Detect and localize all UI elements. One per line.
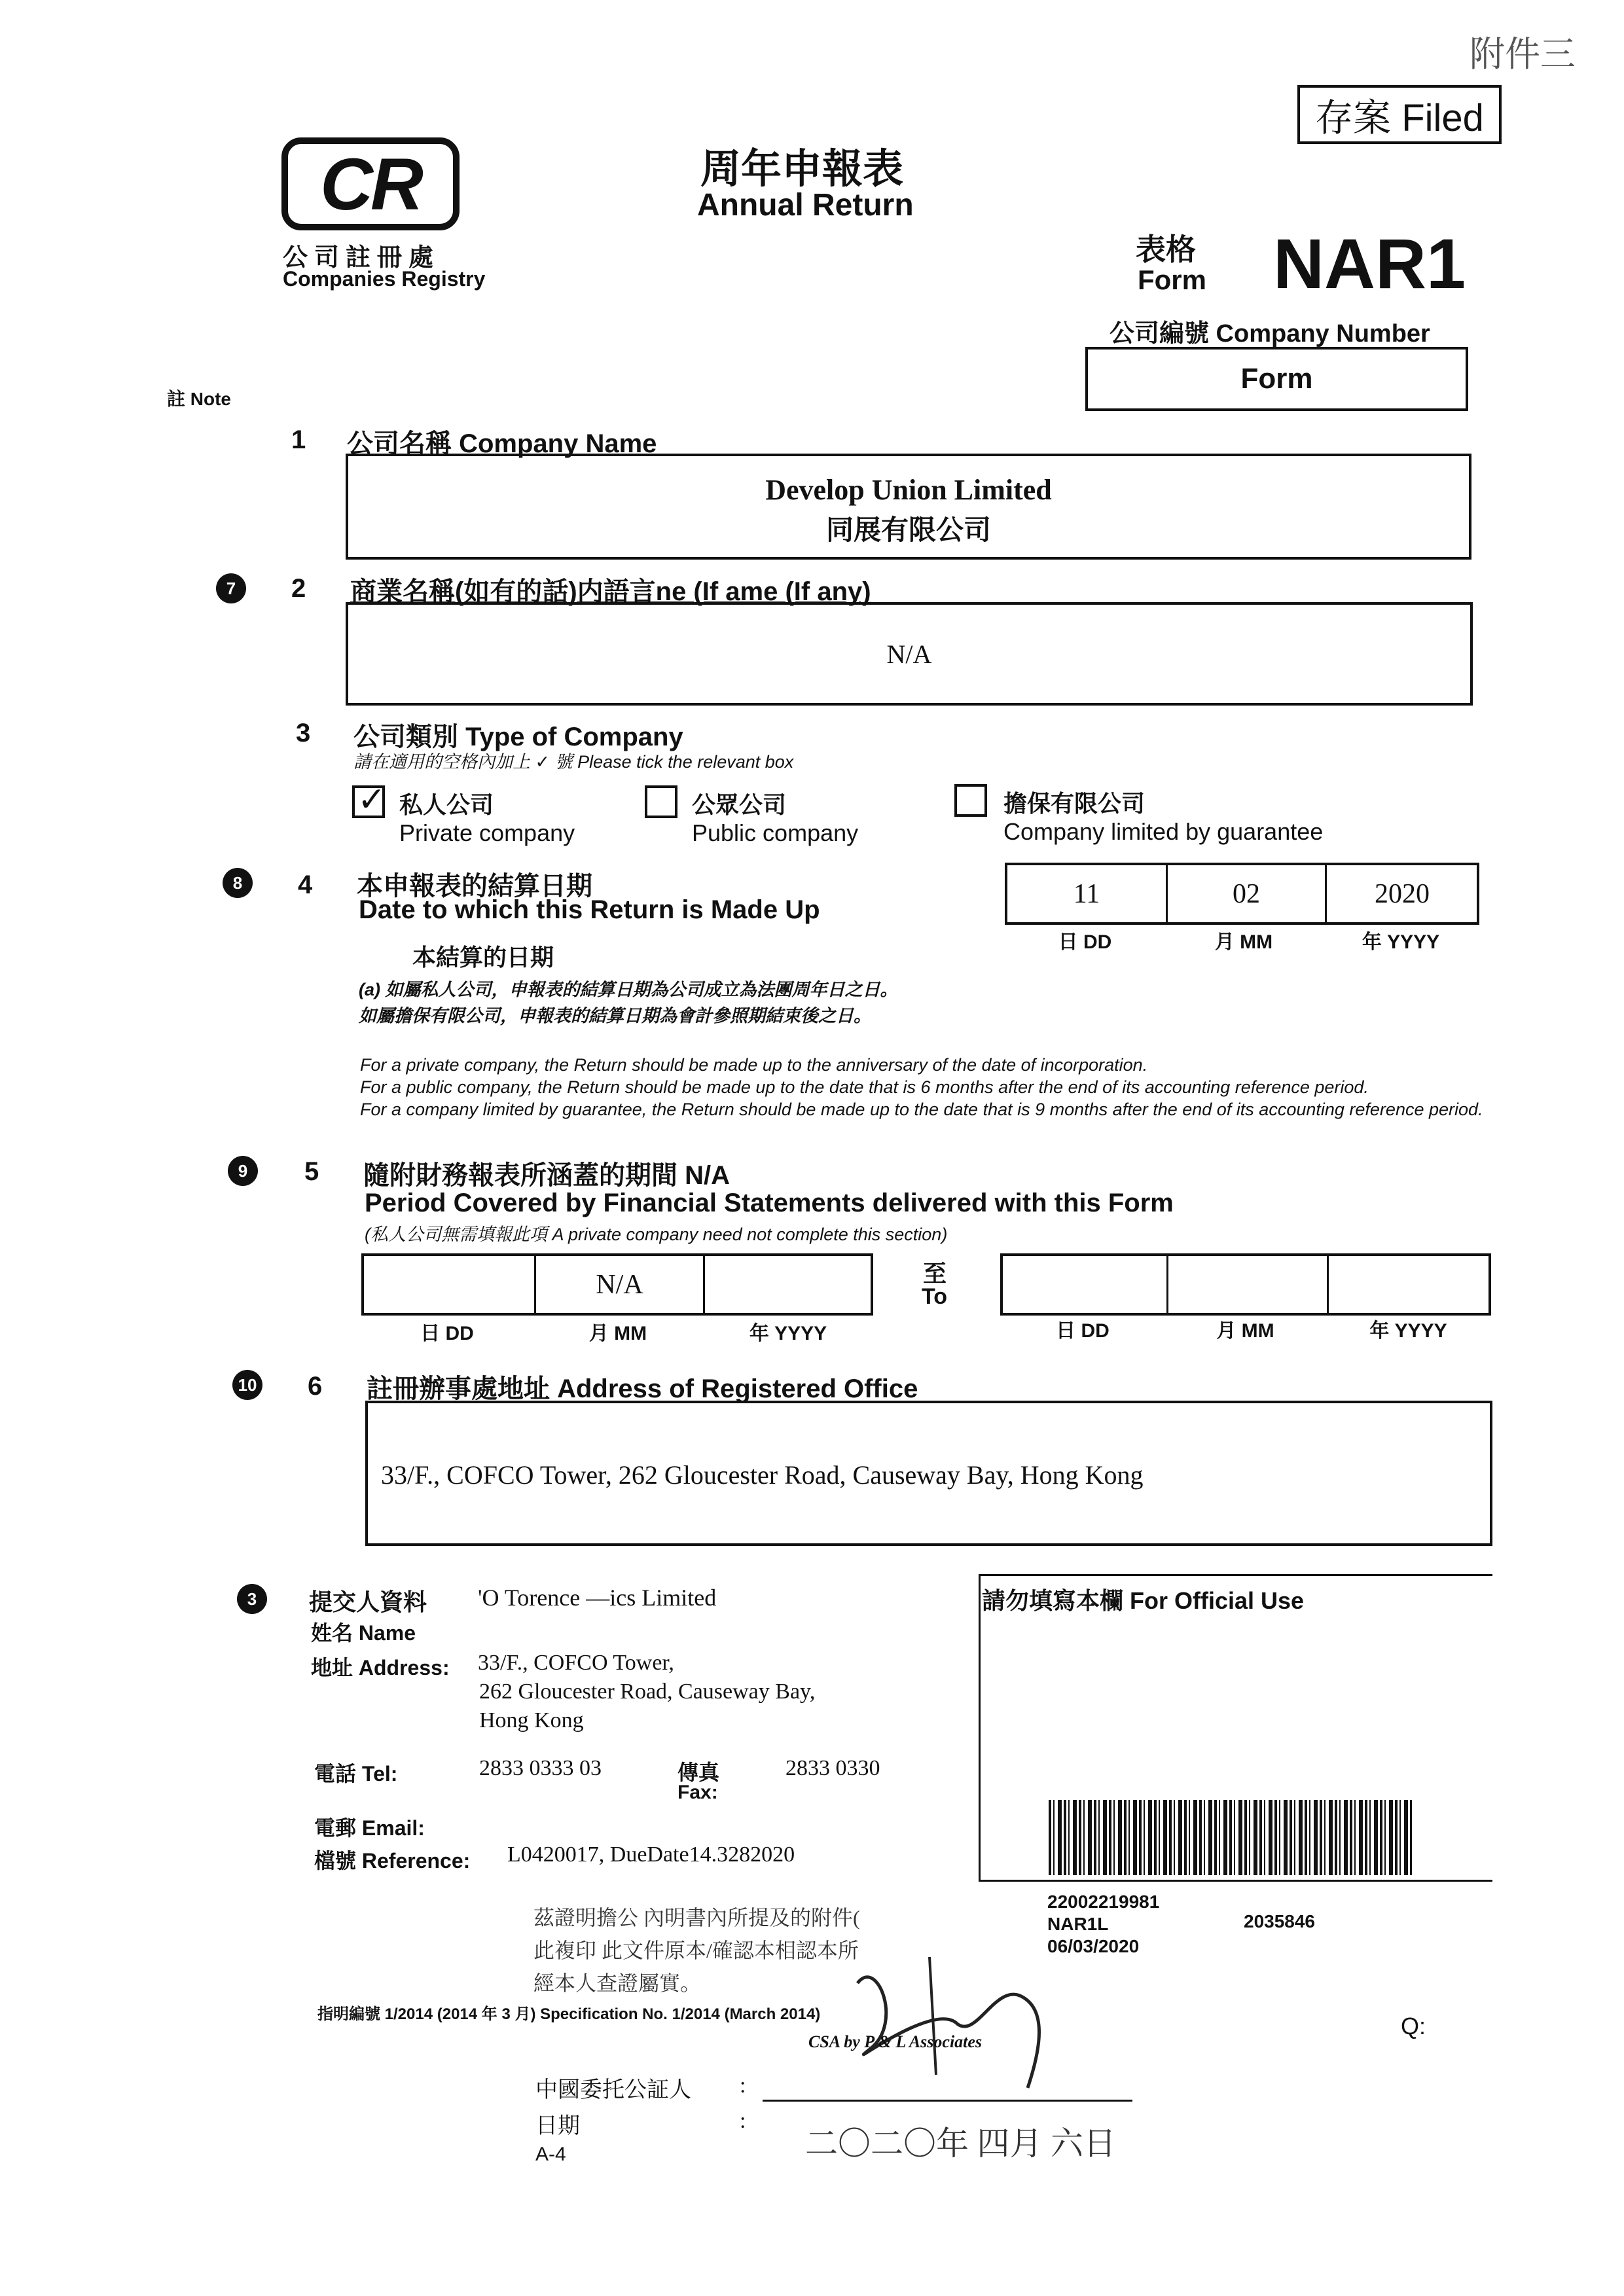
section-5-title-en: Period Covered by Financial Statements delivered with this Form bbox=[365, 1189, 1174, 1217]
cr-logo bbox=[281, 137, 460, 230]
specification-note: 指明編號 1/2014 (2014 年 3 月) Specification No. 1/2014 (March 2014) bbox=[317, 2005, 821, 2023]
presentor-reference-value: L0420017, DueDate14.3282020 bbox=[507, 1842, 795, 1867]
certification-firm: CSA by P & L Associates bbox=[808, 2032, 983, 2051]
official-use-top-rule bbox=[979, 1574, 1492, 1576]
date-divider bbox=[1327, 1256, 1329, 1313]
barcode-number: 22002219981 bbox=[1047, 1892, 1160, 1912]
registered-office-box[interactable] bbox=[365, 1401, 1492, 1546]
period-from-month: N/A bbox=[596, 1269, 643, 1300]
period-to-box[interactable] bbox=[1000, 1253, 1491, 1316]
public-company-label-en: Public company bbox=[692, 819, 859, 846]
public-company-checkbox[interactable] bbox=[645, 785, 677, 818]
company-number-value: Form bbox=[1240, 363, 1313, 395]
presentor-tel-value: 2833 0333 03 bbox=[479, 1756, 602, 1780]
company-name-box[interactable] bbox=[346, 454, 1471, 560]
section-4-note-line: 如屬擔保有限公司，申報表的結算日期為會計參照期結束後之日。 bbox=[359, 1006, 871, 1026]
section-4-note-line: (a) 如屬私人公司，申報表的結算日期為公司成立為法團周年日之日。 bbox=[359, 980, 898, 999]
guarantee-company-checkbox[interactable] bbox=[954, 784, 987, 817]
form-code: NAR1 bbox=[1273, 224, 1466, 303]
certification-date-label: 日期 bbox=[535, 2114, 580, 2138]
presentor-fax-label-en: Fax: bbox=[677, 1782, 718, 1803]
section-4-note-line: For a company limited by guarantee, the Return should be made up to the date that is 9 months after the end of its accounting reference period. bbox=[360, 1100, 1483, 1119]
notary-line bbox=[763, 2100, 1132, 2102]
section-4-title-zh: 本申報表的結算日期 bbox=[357, 872, 592, 901]
made-up-year-label: 年 YYYY bbox=[1362, 931, 1440, 953]
section-4-title-en: Date to which this Return is Made Up bbox=[359, 895, 820, 924]
attachment-annotation: 附件三 bbox=[1470, 33, 1576, 75]
certification-line: 茲證明擔公 內明書內所提及的附件( bbox=[533, 1906, 860, 1929]
notary-label: 中國委托公証人 bbox=[535, 2078, 691, 2102]
registry-name-en: Companies Registry bbox=[283, 267, 486, 291]
made-up-day-label: 日 DD bbox=[1058, 931, 1112, 953]
presentor-title: 提交人資料 bbox=[309, 1588, 427, 1615]
section-3-instruction: 請在適用的空格內加上 ✓ 號 Please tick the relevant box bbox=[353, 752, 794, 772]
section-1-title: 公司名稱 Company Name bbox=[347, 429, 657, 458]
certification-date-value: 二〇二〇年 四月 六日 bbox=[805, 2125, 1116, 2162]
period-to-label-en: To bbox=[922, 1284, 948, 1309]
made-up-month-label: 月 MM bbox=[1214, 931, 1273, 953]
form-label-en: Form bbox=[1138, 264, 1206, 295]
signature bbox=[831, 1944, 1067, 2094]
company-number-box[interactable] bbox=[1085, 347, 1468, 411]
notary-colon: : bbox=[740, 2073, 746, 2098]
public-company-label-zh: 公眾公司 bbox=[692, 791, 787, 818]
section-5-note: (私人公司無需填報此項 A private company need not complete this section) bbox=[365, 1225, 948, 1244]
corner-mark: Q: bbox=[1401, 2013, 1426, 2039]
note-label: 註 Note bbox=[167, 389, 232, 409]
checkmark-icon: ✓ bbox=[357, 781, 386, 819]
period-to-month-label: 月 MM bbox=[1216, 1320, 1274, 1342]
section-3-title: 公司類別 Type of Company bbox=[353, 723, 683, 751]
presentor-fax-value: 2833 0330 bbox=[785, 1756, 880, 1780]
section-4-note-line: For a private company, the Return should be made up to the anniversary of the date of incorporation. bbox=[360, 1055, 1148, 1075]
period-from-year-label: 年 YYYY bbox=[749, 1323, 827, 1344]
presentor-address-label: 地址 Address: bbox=[311, 1656, 450, 1679]
section-4-number: 4 bbox=[298, 870, 313, 899]
presentor-address-line: Hong Kong bbox=[479, 1708, 584, 1732]
section-6-title: 註冊辦事處地址 Address of Registered Office bbox=[367, 1374, 918, 1403]
official-use-title: 請勿填寫本欄 For Official Use bbox=[982, 1587, 1305, 1614]
company-name-en: Develop Union Limited bbox=[765, 474, 1052, 506]
filed-stamp bbox=[1297, 85, 1502, 144]
presentor-note-bullet: 3 bbox=[237, 1584, 267, 1614]
business-name-value: N/A bbox=[886, 639, 932, 669]
period-from-day-label: 日 DD bbox=[420, 1323, 474, 1344]
presentor-name-label: 姓名 Name bbox=[311, 1621, 416, 1645]
period-from-month-label: 月 MM bbox=[588, 1323, 647, 1344]
official-use-bottom-rule bbox=[979, 1880, 1492, 1882]
official-use-left-rule bbox=[979, 1574, 981, 1882]
section-1-number: 1 bbox=[291, 425, 306, 454]
presentor-reference-label: 檔號 Reference: bbox=[314, 1849, 471, 1873]
form-label-zh: 表格 bbox=[1136, 232, 1196, 266]
section-5-number: 5 bbox=[304, 1157, 319, 1186]
business-name-box[interactable] bbox=[346, 602, 1473, 706]
filed-stamp-text: 存案 Filed bbox=[1315, 97, 1484, 139]
registered-office-address: 33/F., COFCO Tower, 262 Gloucester Road, Causeway Bay, Hong Kong bbox=[381, 1460, 1144, 1490]
private-company-label-zh: 私人公司 bbox=[399, 791, 494, 818]
section-5-note-bullet: 9 bbox=[228, 1156, 258, 1186]
presentor-tel-label: 電話 Tel: bbox=[314, 1762, 398, 1785]
barcode bbox=[1049, 1800, 1412, 1875]
section-5-title-zh: 隨附財務報表所涵蓋的期間 N/A bbox=[363, 1161, 730, 1190]
presentor-name-value: 'O Torence —ics Limited bbox=[478, 1585, 717, 1611]
registry-name-zh: 公司註冊處 bbox=[283, 244, 441, 272]
certification-line: 經本人查證屬實。 bbox=[533, 1971, 702, 1995]
section-4-note-heading: 本結算的日期 bbox=[412, 944, 554, 971]
private-company-checkbox[interactable] bbox=[352, 781, 386, 819]
section-2-note-bullet: 7 bbox=[216, 573, 246, 603]
form-title-zh: 周年申報表 bbox=[700, 147, 904, 192]
presentor-address-line: 262 Gloucester Road, Causeway Bay, bbox=[479, 1679, 816, 1704]
presentor-fax-label-zh: 傳真 bbox=[677, 1761, 720, 1784]
section-4-note-line: For a public company, the Return should be made up to the date that is 6 months after the end of its accounting reference period. bbox=[360, 1077, 1369, 1097]
section-6-number: 6 bbox=[308, 1372, 323, 1401]
presentor-email-label: 電郵 Email: bbox=[314, 1816, 425, 1840]
period-to-year-label: 年 YYYY bbox=[1369, 1320, 1447, 1342]
made-up-day: 11 bbox=[1073, 878, 1100, 909]
page-code: A-4 bbox=[535, 2144, 566, 2165]
official-doc-number: 2035846 bbox=[1244, 1911, 1316, 1931]
company-name-zh: 同展有限公司 bbox=[825, 514, 991, 545]
section-3-number: 3 bbox=[296, 719, 311, 747]
period-from-box[interactable] bbox=[361, 1253, 873, 1316]
section-2-title: 商業名稱(如有的話)内語言ne (If ame (If any) bbox=[350, 577, 871, 606]
signature-stroke bbox=[929, 1957, 936, 2075]
cr-logo-text: CR bbox=[320, 143, 421, 225]
period-to-day-label: 日 DD bbox=[1056, 1320, 1110, 1342]
section-2-number: 2 bbox=[291, 574, 306, 603]
presentor-address-line: 33/F., COFCO Tower, bbox=[478, 1651, 674, 1675]
official-date: 06/03/2020 bbox=[1047, 1936, 1140, 1956]
form-title-en: Annual Return bbox=[697, 188, 914, 223]
official-form-code: NAR1L bbox=[1047, 1914, 1109, 1934]
certification-date-colon: : bbox=[740, 2109, 746, 2133]
made-up-year: 2020 bbox=[1375, 878, 1430, 909]
date-divider bbox=[1166, 1256, 1168, 1313]
period-to-label-zh: 至 bbox=[923, 1260, 947, 1287]
section-6-note-bullet: 10 bbox=[232, 1370, 262, 1400]
private-company-label-en: Private company bbox=[399, 819, 575, 846]
guarantee-company-label-zh: 擔保有限公司 bbox=[1003, 790, 1146, 817]
company-number-label: 公司編號 Company Number bbox=[1110, 320, 1430, 348]
made-up-month: 02 bbox=[1233, 878, 1260, 909]
guarantee-company-label-en: Company limited by guarantee bbox=[1003, 818, 1324, 845]
certification-line: 此複印 此文件原本/確認本相認本所 bbox=[533, 1939, 859, 1962]
section-4-note-bullet: 8 bbox=[223, 868, 253, 898]
made-up-date-box[interactable] bbox=[1005, 863, 1479, 925]
date-divider bbox=[703, 1256, 705, 1313]
